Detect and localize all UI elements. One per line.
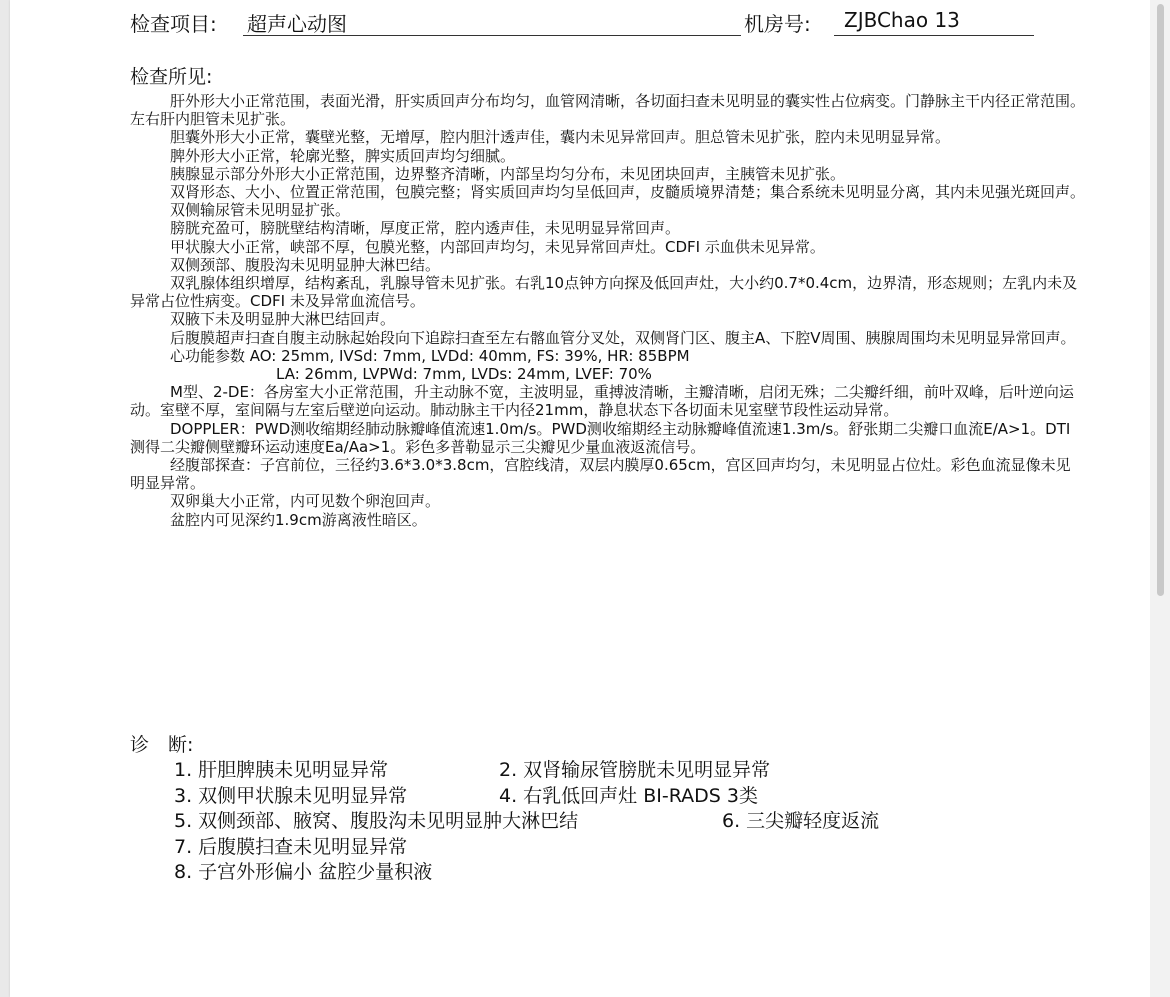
finding-paragraph: M型、2-DE：各房室大小正常范围，升主动脉不宽，主波明显，重搏波清晰，主瓣清晰，启闭无殊；二尖瓣纤细，前叶双峰，后叶逆向运动。室壁不厚，室间隔与左室后壁逆向运动。肺动脉主干内径21mm，静息状态下各切面未见室壁节段性运动异常。 [130,383,1074,420]
finding-paragraph: 经腹部探查：子宫前位，三径约3.6*3.0*3.8cm，宫腔线清，双层内膜厚0.65cm，宫区回声均匀，未见明显占位灶。彩色血流显像未见明显异常。 [130,456,1071,493]
exam-item-value: 超声心动图 [243,8,741,36]
cardiac-params-line-1: 心功能参数 AO: 25mm, IVSd: 7mm, LVDd: 40mm, FS: 39%, HR: 85BPM [170,346,690,365]
diagnosis-item: 3. 双侧甲状腺未见明显异常 [174,784,408,807]
finding-paragraph: 后腹膜超声扫查自腹主动脉起始段向下追踪扫查至左右髂血管分叉处，双侧肾门区、腹主A、下腔V周围、胰腺周围均未见明显异常回声。 [170,328,1076,347]
vertical-scrollbar[interactable] [1150,0,1170,997]
finding-paragraph: 胆囊外形大小正常，囊壁光整，无增厚，腔内胆汁透声佳，囊内未见异常回声。胆总管未见扩张，腔内未见明显异常。 [170,128,951,147]
finding-paragraph: 双卵巢大小正常，内可见数个卵泡回声。 [170,492,441,511]
finding-paragraph: 脾外形大小正常，轮廓光整，脾实质回声均匀细腻。 [170,146,516,165]
cardiac-params-line-2: LA: 26mm, LVPWd: 7mm, LVDs: 24mm, LVEF: 70% [276,365,652,384]
diagnosis-title: 诊 断: [130,734,194,756]
diagnosis-row [174,835,578,861]
room-number-label: 机房号: [744,12,811,36]
finding-paragraph: 双侧颈部、腹股沟未见明显肿大淋巴结。 [170,255,441,274]
finding-paragraph: 双肾形态、大小、位置正常范围，包膜完整；肾实质回声均匀呈低回声，皮髓质境界清楚；集合系统未见明显分离，其内未见强光斑回声。 [170,183,1086,202]
report-page [10,0,1150,997]
diagnosis-row [174,784,758,810]
findings-title: 检查所见: [130,66,213,88]
finding-paragraph: 双腋下未及明显肿大淋巴结回声。 [170,310,396,329]
diagnosis-item: 2. 双肾输尿管膀胱未见明显异常 [499,759,771,781]
diagnosis-row [174,809,880,835]
finding-paragraph: 盆腔内可见深约1.9cm游离液性暗区。 [170,510,427,529]
scrollbar-thumb[interactable] [1157,4,1164,596]
diagnosis-item: 4. 右乳低回声灶 BI-RADS 3类 [499,784,758,807]
finding-paragraph: 肝外形大小正常范围，表面光滑，肝实质回声分布均匀，血管网清晰，各切面扫查未见明显的囊实性占位病变。门静脉主干内径正常范围。左右肝内胆管未见扩张。 [130,92,1086,129]
exam-item-label: 检查项目: [130,12,217,36]
finding-paragraph: 胰腺显示部分外形大小正常范围，边界整齐清晰，内部呈均匀分布，未见团块回声，主胰管未见扩张。 [170,164,846,183]
diagnosis-item: 7. 后腹膜扫查未见明显异常 [174,835,408,858]
finding-paragraph: DOPPLER：PWD测收缩期经肺动脉瓣峰值流速1.0m/s。PWD测收缩期经主动脉瓣峰值流速1.3m/s。舒张期二尖瓣口血流E/A>1。DTI 测得二尖瓣侧壁瓣环运动速度Ea/Aa>1。彩色多普勒显示三尖瓣见少量血液返流信号。 [130,419,1071,456]
finding-paragraph: 双侧输尿管未见明显扩张。 [170,201,351,220]
room-number-value: ZJBChao 13 [834,8,1034,36]
diagnosis-row [174,758,771,784]
diagnosis-item: 6. 三尖瓣轻度返流 [722,810,880,832]
diagnosis-item: 5. 双侧颈部、腋窝、腹股沟未见明显肿大淋巴结 [174,810,579,832]
diagnosis-item: 8. 子宫外形偏小 盆腔少量积液 [174,861,433,883]
finding-paragraph: 双乳腺体组织增厚，结构紊乱，乳腺导管未见扩张。右乳10点钟方向探及低回声灶，大小约0.7*0.4cm，边界清，形态规则；左乳内未及异常占位性病变。CDFI 未及异常血流信号。 [130,274,1078,311]
diagnosis-item: 1. 肝胆脾胰未见明显异常 [174,759,389,781]
diagnosis-row [174,860,578,886]
report-header [10,6,1150,38]
diagnosis-list [174,758,880,886]
finding-paragraph: 甲状腺大小正常，峡部不厚，包膜光整，内部回声均匀，未见异常回声灶。CDFI 示血供未见异常。 [170,237,825,256]
finding-paragraph: 膀胱充盈可，膀胱壁结构清晰，厚度正常，腔内透声佳，未见明显异常回声。 [170,219,681,238]
findings-body [130,92,1085,529]
